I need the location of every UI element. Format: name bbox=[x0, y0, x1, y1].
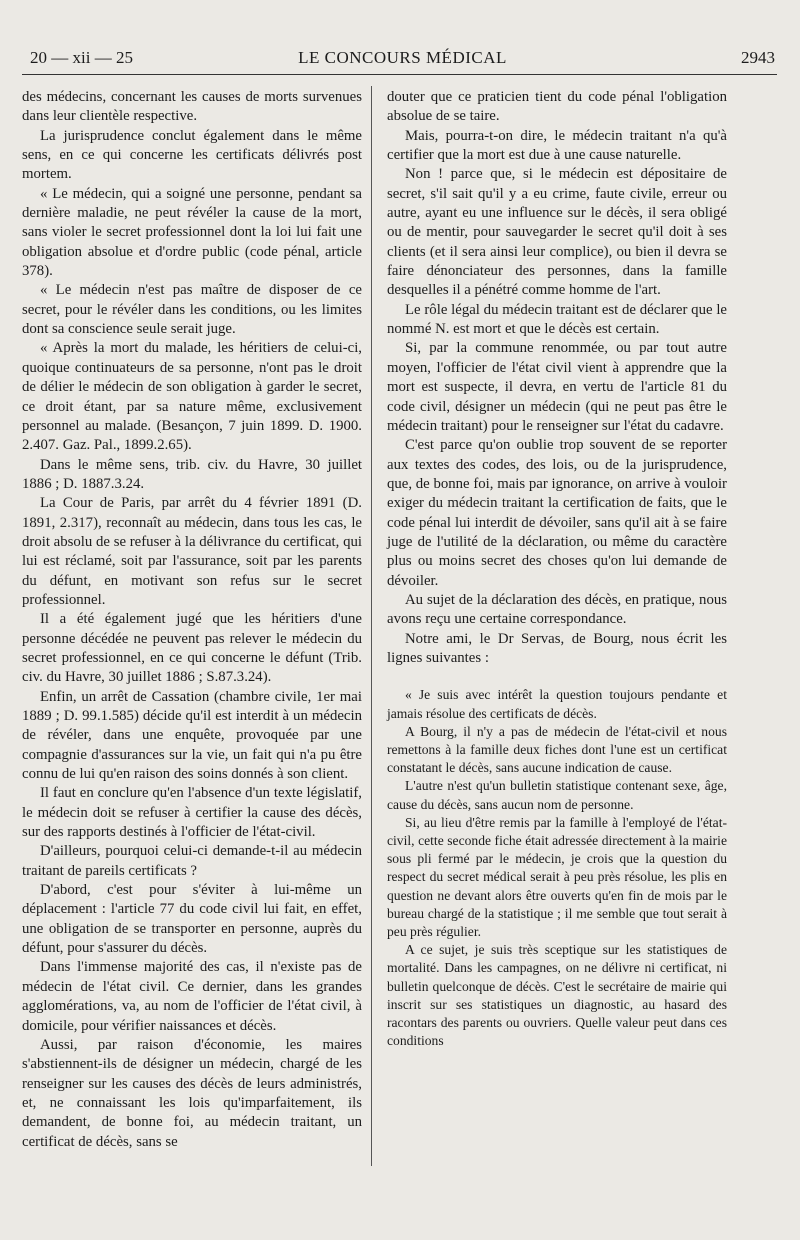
quoted-letter bbox=[387, 686, 727, 1050]
paragraph: Il faut en conclure qu'en l'absence d'un texte législatif, le médecin doit se refuser à certifier la cause des décès, sur des rapports destinés à l'officier de l'état-civil. bbox=[22, 785, 362, 841]
running-header bbox=[30, 48, 775, 74]
paragraph: D'abord, c'est pour s'éviter à lui-même un déplacement : l'article 77 du code civil lui fait, en effet, une obligation de se transporter en personne, auprès du défunt, pour s'assurer du décès. bbox=[22, 882, 362, 957]
quote-paragraph: Si, au lieu d'être remis par la famille à l'employé de l'état-civil, cette seconde fiche était adressée directement à la mairie sous pli fermé par le médecin, je crois que la question du respect du secret médical serait à peu près résolue, les plis en question ne devant alors être ouverts qu'en fin de mois par le bureau chargé de la statistique ; il me semble que tout serait à peu près régulier. bbox=[387, 814, 727, 939]
paragraph: La jurisprudence conclut également dans le même sens, en ce qui concerne les certificats délivrés post mortem. bbox=[22, 127, 362, 183]
paragraph: Le rôle légal du médecin traitant est de déclarer que le nommé N. est mort et que le décès est certain. bbox=[387, 301, 727, 338]
paragraph: Enfin, un arrêt de Cassation (chambre civile, 1er mai 1889 ; D. 99.1.585) décide qu'il est interdit à un médecin de révéler, dans une enquête, provoquée par une compagnie d'assurances sur la vie, un fait qui n'a pu être connu de lui qu'en raison des soins donnés à son client. bbox=[22, 688, 362, 783]
left-column bbox=[22, 88, 362, 1152]
paragraph: D'ailleurs, pourquoi celui-ci demande-t-il au médecin traitant de pareils certificats ? bbox=[22, 843, 362, 879]
quote-paragraph: A Bourg, il n'y a pas de médecin de l'état-civil et nous remettons à la famille deux fiches dont l'une est un certificat constatant le décès, sans aucune indication de cause. bbox=[387, 723, 727, 776]
paragraph: La Cour de Paris, par arrêt du 4 février 1891 (D. 1891, 2.317), reconnaît au médecin, dans tous les cas, le droit absolu de se refuser à la délivrance du certificat, qui lui est réclamé, soit par l'assurance, soit par les parents du défunt, en motivant son refus sur le secret professionnel. bbox=[22, 495, 362, 608]
paragraph: douter que ce praticien tient du code pénal l'obligation absolue de se taire. bbox=[387, 89, 727, 125]
paragraph: Non ! parce que, si le médecin est dépositaire de secret, s'il sait qu'il y a eu crime, faute civile, erreur ou autre, ayant eu une influence sur le décès, il sera obligé ou de mentir, pour sauvegarder le secret qu'il doit à ses clients (et il sera ainsi leur complice), ou bien il devra se faire dénonciateur des personnes, dans la famille desquelles il a pénétré comme homme de l'art. bbox=[387, 166, 727, 299]
quote-paragraph: « Je suis avec intérêt la question toujours pendante et jamais résolue des certificats de décès. bbox=[387, 687, 727, 721]
column-divider bbox=[371, 86, 372, 1166]
paragraph: Dans le même sens, trib. civ. du Havre, 30 juillet 1886 ; D. 1887.3.24. bbox=[22, 456, 362, 492]
right-column bbox=[387, 88, 727, 1050]
paragraph: C'est parce qu'on oublie trop souvent de se reporter aux textes des codes, des lois, ou de la jurisprudence, que, de bonne foi, mais par ignorance, on arrive à vouloir exiger du médecin traitant la certification de faits, que le code pénal lui interdit de dévoiler, sans qu'il ait à se faire juge de l'utilité de la déclaration, ou même du caractère plus ou moins secret des choses qu'on lui demande de dévoiler. bbox=[387, 437, 727, 589]
paragraph: « Le médecin, qui a soigné une personne, pendant sa dernière maladie, ne peut révéler la cause de la mort, sans violer le secret professionnel dont la loi lui fait une obligation absolue et d'ordre public (code pénal, article 378). bbox=[22, 185, 362, 280]
paragraph: « Après la mort du malade, les héritiers de celui-ci, quoique continuateurs de sa personne, n'ont pas le droit de délier le médecin de son obligation à garder le secret, ce droit étant, par sa nature même, exclusivement personnel au malade. (Besançon, 7 juin 1899. D. 1900. 2.407. Gaz. Pal., 1899.2.65). bbox=[22, 340, 362, 454]
page-number: 2943 bbox=[741, 48, 775, 67]
paragraph: « Le médecin n'est pas maître de disposer de ce secret, pour le révéler dans les conditions, ou les limites dont sa conscience seule serait juge. bbox=[22, 282, 362, 338]
journal-title: LE CONCOURS MÉDICAL bbox=[298, 48, 507, 67]
paragraph: Notre ami, le Dr Servas, de Bourg, nous écrit les lignes suivantes : bbox=[387, 630, 727, 666]
paragraph: Aussi, par raison d'économie, les maires s'abstiennent-ils de désigner un médecin, chargé de les renseigner sur les causes des décès de leurs administrés, et, ne connaissant les lois qu'imparfaitement, ils demandent, de bonne foi, au médecin traitant, un certificat de décès, sans se bbox=[22, 1036, 362, 1150]
paragraph: Mais, pourra-t-on dire, le médecin traitant n'a qu'à certifier que la mort est due à une cause naturelle. bbox=[387, 127, 727, 164]
quote-paragraph: L'autre n'est qu'un bulletin statistique contenant sexe, âge, cause du décès, sans aucun nom de personne. bbox=[387, 778, 727, 812]
issue-date: 20 — xii — 25 bbox=[30, 48, 133, 67]
paragraph: Au sujet de la déclaration des décès, en pratique, nous avons reçu une certaine correspondance. bbox=[387, 591, 727, 628]
paragraph: Il a été également jugé que les héritiers d'une personne décédée ne peuvent pas relever le médecin du secret professionnel, en ce qui concerne le défunt (Trib. civ. du Havre, 30 juillet 1886 ; S.87.3.24). bbox=[22, 611, 362, 686]
paragraph: Si, par la commune renommée, ou par tout autre moyen, l'officier de l'état civil vient à apprendre que la mort est suspecte, il devra, en vertu de l'article 81 du code civil, désigner un médecin (qui ne peut pas être le médecin traitant) pour le renseigner sur l'état du cadavre. bbox=[387, 340, 727, 434]
paragraph: Dans l'immense majorité des cas, il n'existe pas de médecin de l'état civil. Ce dernier, dans les grandes agglomérations, va, au nom de l'officier de l'état civil, à domicile, pour vérifier naissances et décès. bbox=[22, 959, 362, 1034]
paragraph: des médecins, concernant les causes de morts survenues dans leur clientèle respective. bbox=[22, 89, 362, 125]
header-rule bbox=[22, 74, 777, 75]
quote-paragraph: A ce sujet, je suis très sceptique sur les statistiques de mortalité. Dans les campagnes, on ne délivre ni certificat, ni bulletin quelconque de décès. C'est le secrétaire de mairie qui inscrit sur ses statistiques un diagnostic, au hasard des racontars des parents ou ouvriers. Quelle valeur peut dans ces conditions bbox=[387, 942, 727, 1049]
